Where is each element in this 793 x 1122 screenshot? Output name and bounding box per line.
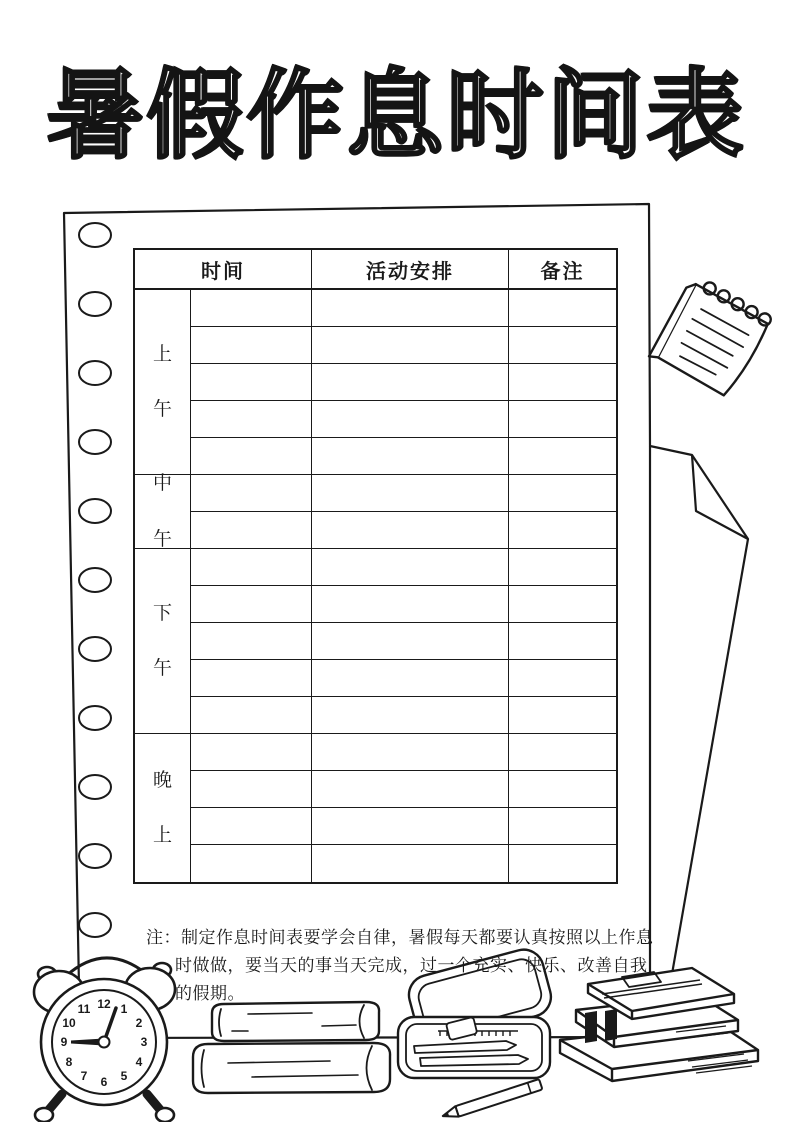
svg-text:8: 8 [65, 1055, 73, 1069]
period-label-morning: 上午 [135, 290, 191, 475]
remarks-cell[interactable] [509, 512, 616, 549]
svg-text:4: 4 [135, 1055, 143, 1069]
activity-cell[interactable] [312, 549, 509, 586]
activity-cell[interactable] [312, 734, 509, 771]
alarm-clock-icon [34, 958, 175, 1122]
svg-text:5: 5 [120, 1069, 128, 1083]
activity-cell[interactable] [312, 623, 509, 660]
books-pile-icon [560, 968, 758, 1081]
period-label-afternoon: 下午 [135, 549, 191, 734]
activity-cell[interactable] [312, 771, 509, 808]
activity-cell[interactable] [312, 364, 509, 401]
activity-cell[interactable] [312, 438, 509, 475]
page-title: 暑假作息时间表 [46, 63, 747, 170]
remarks-cell[interactable] [509, 808, 616, 845]
time-cell[interactable] [191, 660, 312, 697]
svg-text:11: 11 [77, 1002, 91, 1016]
time-cell[interactable] [191, 327, 312, 364]
svg-text:7: 7 [80, 1069, 88, 1083]
activity-cell[interactable] [312, 845, 509, 882]
time-cell[interactable] [191, 401, 312, 438]
period-label-evening: 晚上 [135, 734, 191, 882]
books-stack-icon [193, 1002, 390, 1093]
pencil-icon [441, 1079, 542, 1121]
activity-cell[interactable] [312, 401, 509, 438]
remarks-cell[interactable] [509, 549, 616, 586]
activity-cell[interactable] [312, 512, 509, 549]
footnote-line-1 [146, 923, 654, 948]
footnote-text-1: 制定作息时间表要学会自律，暑假每天都要认真按照以上作息 [181, 928, 654, 947]
time-cell[interactable] [191, 808, 312, 845]
activity-cell[interactable] [312, 660, 509, 697]
remarks-cell[interactable] [509, 771, 616, 808]
remarks-cell[interactable] [509, 475, 616, 512]
time-cell[interactable] [191, 771, 312, 808]
remarks-cell[interactable] [509, 697, 616, 734]
remarks-cell[interactable] [509, 401, 616, 438]
svg-text:2: 2 [135, 1016, 143, 1030]
header-activity: 活动安排 [312, 250, 509, 290]
svg-text:3: 3 [140, 1035, 148, 1049]
remarks-cell[interactable] [509, 845, 616, 882]
time-cell[interactable] [191, 845, 312, 882]
activity-cell[interactable] [312, 475, 509, 512]
svg-text:1: 1 [120, 1002, 128, 1016]
activity-cell[interactable] [312, 327, 509, 364]
svg-text:12: 12 [97, 997, 111, 1011]
svg-text:10: 10 [62, 1016, 76, 1030]
remarks-cell[interactable] [509, 734, 616, 771]
svg-text:6: 6 [100, 1075, 108, 1089]
time-cell[interactable] [191, 512, 312, 549]
activity-cell[interactable] [312, 808, 509, 845]
footnote-label: 注： [146, 928, 181, 947]
remarks-cell[interactable] [509, 438, 616, 475]
time-cell[interactable] [191, 549, 312, 586]
header-time: 时间 [135, 250, 312, 290]
activity-cell[interactable] [312, 586, 509, 623]
remarks-cell[interactable] [509, 586, 616, 623]
time-cell[interactable] [191, 586, 312, 623]
time-cell[interactable] [191, 364, 312, 401]
time-cell[interactable] [191, 697, 312, 734]
time-cell[interactable] [191, 290, 312, 327]
time-cell[interactable] [191, 438, 312, 475]
activity-cell[interactable] [312, 290, 509, 327]
spiral-notepad-icon [644, 269, 776, 403]
footnote-line-2: 时做做，要当天的事当天完成，过一个充实、快乐、改善自我 [175, 956, 648, 975]
period-label-noon: 中午 [135, 475, 191, 549]
remarks-cell[interactable] [509, 364, 616, 401]
activity-cell[interactable] [312, 697, 509, 734]
time-cell[interactable] [191, 475, 312, 512]
time-cell[interactable] [191, 734, 312, 771]
footnote-line-3: 的假期。 [175, 984, 245, 1003]
header-remarks: 备注 [509, 250, 616, 290]
time-cell[interactable] [191, 623, 312, 660]
remarks-cell[interactable] [509, 290, 616, 327]
svg-text:9: 9 [60, 1035, 68, 1049]
remarks-cell[interactable] [509, 327, 616, 364]
remarks-cell[interactable] [509, 623, 616, 660]
schedule-table [133, 248, 618, 884]
remarks-cell[interactable] [509, 660, 616, 697]
